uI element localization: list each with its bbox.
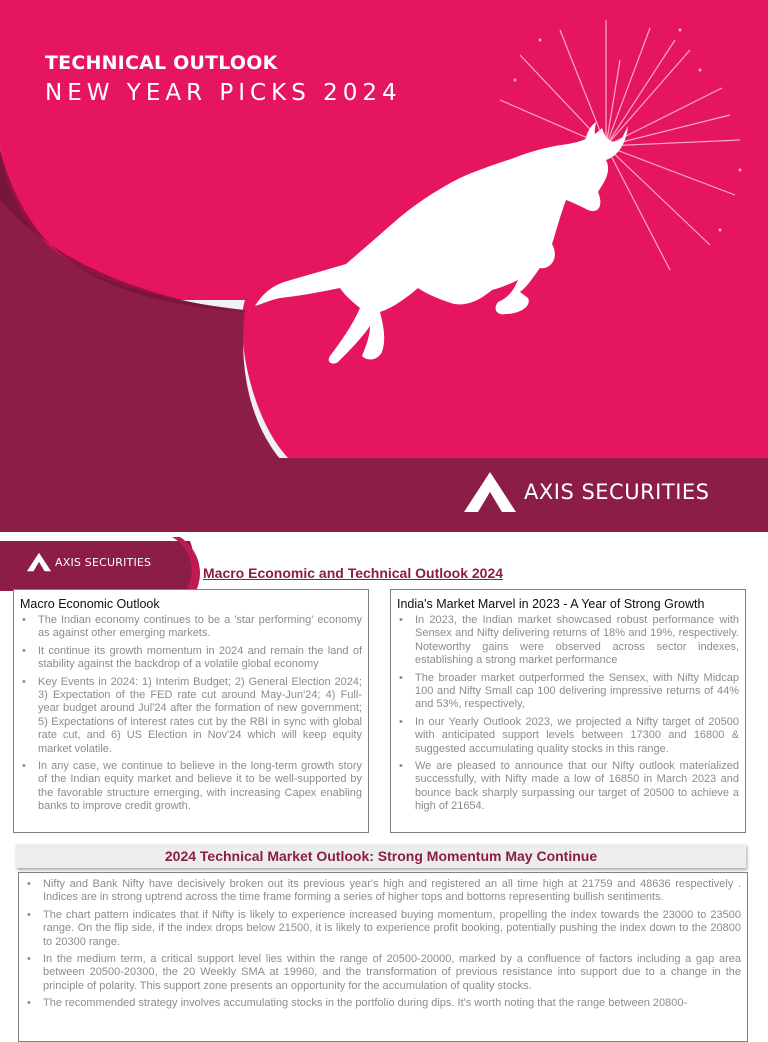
list-item: • It continue its growth momentum in 2024 and remain the land of stability against the backdrop of a volatile global economy — [18, 645, 362, 672]
cover-brand — [462, 470, 710, 514]
list-item: • The chart pattern indicates that if Nifty is likely to experience increased buying momentum, propelling the index towards the 23000 to 23500 range. On the flip side, if the index drops below 21500, it is likely to experience profit booking, potentially pushing the index down to the 20800 to 20300 range. — [23, 909, 741, 949]
outlook-page — [0, 532, 768, 1024]
macro-outlook-box — [13, 589, 369, 833]
macro-outlook-title: Macro Economic Outlook — [20, 597, 160, 611]
list-item: • The recommended strategy involves accumulating stocks in the portfolio during dips. It's worth noting that the range between 20800- — [23, 997, 741, 1010]
technical-outlook-title: 2024 Technical Market Outlook: Strong Momentum May Continue — [164, 848, 598, 864]
page-title: Macro Economic and Technical Outlook 2024 — [203, 565, 504, 581]
axis-logo-icon — [462, 470, 518, 514]
list-item: • Nifty and Bank Nifty have decisively broken out its previous year's high and registered an all time high at 21759 and 48636 respectively . Indices are in strong uptrend across the time frame forming a series of higher tops and bottoms representing bullish sentiments. — [23, 878, 741, 905]
axis-logo-icon — [26, 551, 52, 573]
list-item: • In 2023, the Indian market showcased robust performance with Sensex and Nifty delivering returns of 18% and 19%, respectively. Noteworthy gains were observed across sector indexes, establishing a strong market performance — [395, 614, 739, 668]
market-marvel-title: India's Market Marvel in 2023 - A Year of Strong Growth — [397, 597, 705, 611]
technical-outlook-heading — [16, 844, 746, 868]
list-item: • The Indian economy continues to be a 'star performing' economy as against other emerging markets. — [18, 614, 362, 641]
list-item: • The broader market outperformed the Sensex, with Nifty Midcap 100 and Nifty Small cap 100 delivering impressive returns of 44% and 53%, respectively, — [395, 672, 739, 712]
header-brand-text: AXIS SECURITIES — [55, 555, 152, 569]
market-marvel-list — [391, 614, 745, 814]
technical-outlook-list — [19, 873, 747, 1011]
market-marvel-box — [390, 589, 746, 833]
macro-outlook-list — [14, 614, 368, 814]
list-item: • In the medium term, a critical support level lies within the range of 20500-20000, marked by a confluence of factors including a gap area between 20500-20300, the 20 Weekly SMA at 19960, and the transformation of previous resistance into support due to a change in the principle of polarity. This support zone presents an opportunity for the accumulation of quality stocks. — [23, 953, 741, 993]
page-header — [0, 537, 768, 591]
technical-outlook-box — [18, 872, 748, 1042]
list-item: • In any case, we continue to believe in the long-term growth story of the Indian equity market and believe it to be well-supported by the favorable structure emerging, with increasing Capex enabling banks to improve credit growth. — [18, 760, 362, 814]
cover-kicker: TECHNICAL OUTLOOK — [45, 52, 278, 74]
cover-brand-text: AXIS SECURITIES — [524, 480, 710, 504]
cover-title: NEW YEAR PICKS 2024 — [45, 80, 402, 106]
list-item: • We are pleased to announce that our Nifty outlook materialized successfully, with Nifty made a low of 16850 in March 2023 and bounce back sharply surpassing our target of 20500 to achieve a high of 21654. — [395, 760, 739, 814]
list-item: • In our Yearly Outlook 2023, we projected a Nifty target of 20500 with anticipated support levels between 17300 and 16800 & suggested accumulating quality stocks in this range. — [395, 716, 739, 756]
list-item: • Key Events in 2024: 1) Interim Budget; 2) General Election 2024; 3) Expectation of the FED rate cut around May-Jun'24; 4) Full-year budget around Jul'24 after the formation of new government; 5) Expectations of interest rates cut by the RBI in sync with global rate cut, and 6) US Election in Nov'24 which will keep equity market volatile. — [18, 676, 362, 756]
header-brand — [26, 551, 151, 573]
